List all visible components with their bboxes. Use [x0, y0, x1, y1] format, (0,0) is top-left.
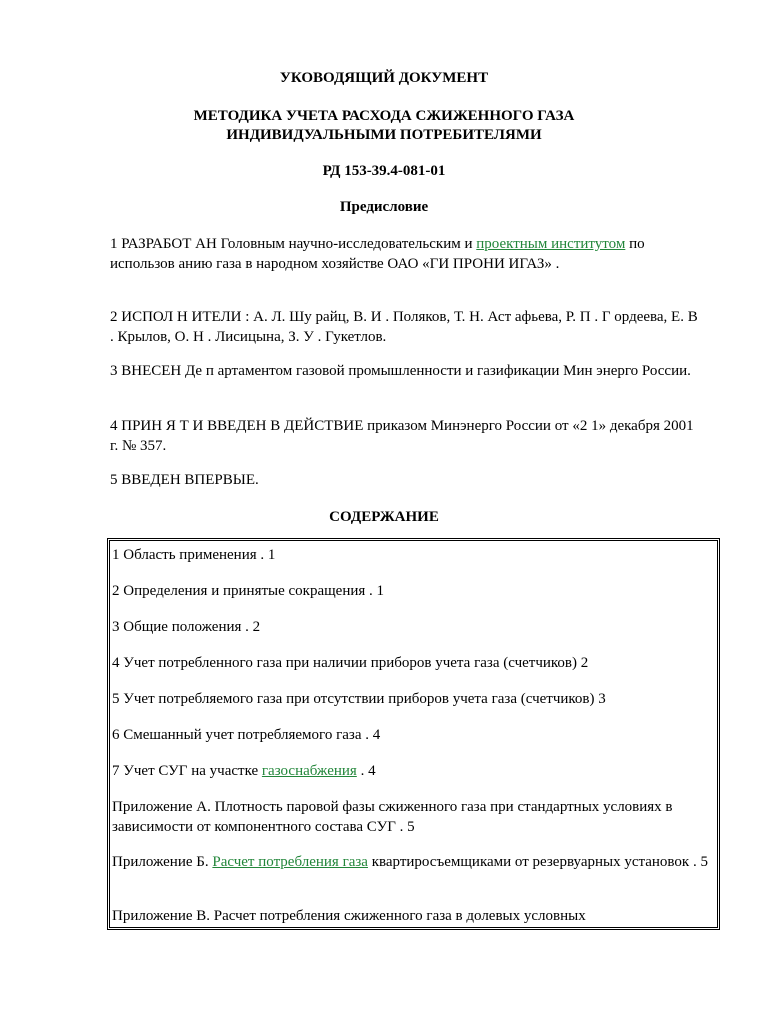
toc-item-6: 6 Смешанный учет потребляемого газа . 4 — [112, 727, 381, 743]
preface-paragraph-3: 3 ВНЕСЕН Де п артаментом газовой промышленности и газификации Мин энерго России. — [110, 363, 691, 379]
document-code: РД 153-39.4-081-01 — [322, 163, 446, 179]
toc-item-2: 2 Определения и принятые сокращения . 1 — [112, 583, 385, 599]
document-title-line1: МЕТОДИКА УЧЕТА РАСХОДА СЖИЖЕННОГО ГАЗА — [193, 108, 575, 124]
toc-appendix-b-text-b: квартиросъемщиками от резервуарных установок . 5 — [367, 854, 708, 870]
preface-heading: Предисловие — [339, 199, 429, 215]
document-type-heading: УКОВОДЯЩИЙ ДОКУМЕНТ — [279, 70, 489, 86]
link-gas-consumption-calc[interactable]: Расчет потребления газа — [212, 854, 368, 870]
toc-item-4: 4 Учет потребленного газа при наличии приборов учета газа (счетчиков) 2 — [112, 655, 589, 671]
toc-item-5: 5 Учет потребляемого газа при отсутствии приборов учета газа (счетчиков) 3 — [112, 691, 606, 707]
toc-appendix-b — [112, 852, 712, 872]
preface-paragraph-2: 2 ИСПОЛ Н ИТЕЛИ : А. Л. Шу райц, В. И . Поляков, Т. Н. Аст афьева, Р. П . Г ордеева, Е. В . Крылов, О. Н . Лисицына, З. У . Гукетлов. — [110, 309, 698, 345]
toc-item-3: 3 Общие положения . 2 — [112, 619, 261, 635]
toc-item-7-text-b: . 4 — [356, 763, 376, 779]
document-title-line2: ИНДИВИДУАЛЬНЫМИ ПОТРЕБИТЕЛЯМИ — [226, 127, 542, 143]
table-of-contents — [109, 540, 718, 928]
toc-item-7 — [112, 761, 712, 781]
toc-appendix-c: Приложение В. Расчет потребления сжиженного газа в долевых условных — [112, 908, 586, 924]
contents-heading: СОДЕРЖАНИЕ — [329, 509, 439, 525]
toc-appendix-b-text-a: Приложение Б. — [112, 854, 213, 870]
link-design-institute[interactable]: проектным институтом — [476, 236, 626, 252]
toc-appendix-a: Приложение А. Плотность паровой фазы сжиженного газа при стандартных условиях в зависимости от компонентного состава СУГ . 5 — [112, 799, 673, 835]
preface-p1-text-b: по использов анию газа в народном хозяйстве ОАО «ГИ ПРОНИ ИГАЗ» . — [110, 236, 645, 272]
link-gas-supply[interactable]: газоснабжения — [261, 763, 357, 779]
preface-paragraph-1 — [110, 234, 700, 274]
preface-paragraph-5: 5 ВВЕДЕН ВПЕРВЫЕ. — [110, 472, 259, 488]
toc-item-1: 1 Область применения . 1 — [112, 547, 276, 563]
preface-paragraph-4: 4 ПРИН Я Т И ВВЕДЕН В ДЕЙСТВИЕ приказом Минэнерго России от «2 1» декабря 2001 г. № 357. — [110, 418, 694, 454]
toc-item-7-text-a: 7 Учет СУГ на участке — [112, 763, 262, 779]
preface-p1-text-a: 1 РАЗРАБОТ АН Головным научно-исследовательским и — [110, 236, 477, 252]
